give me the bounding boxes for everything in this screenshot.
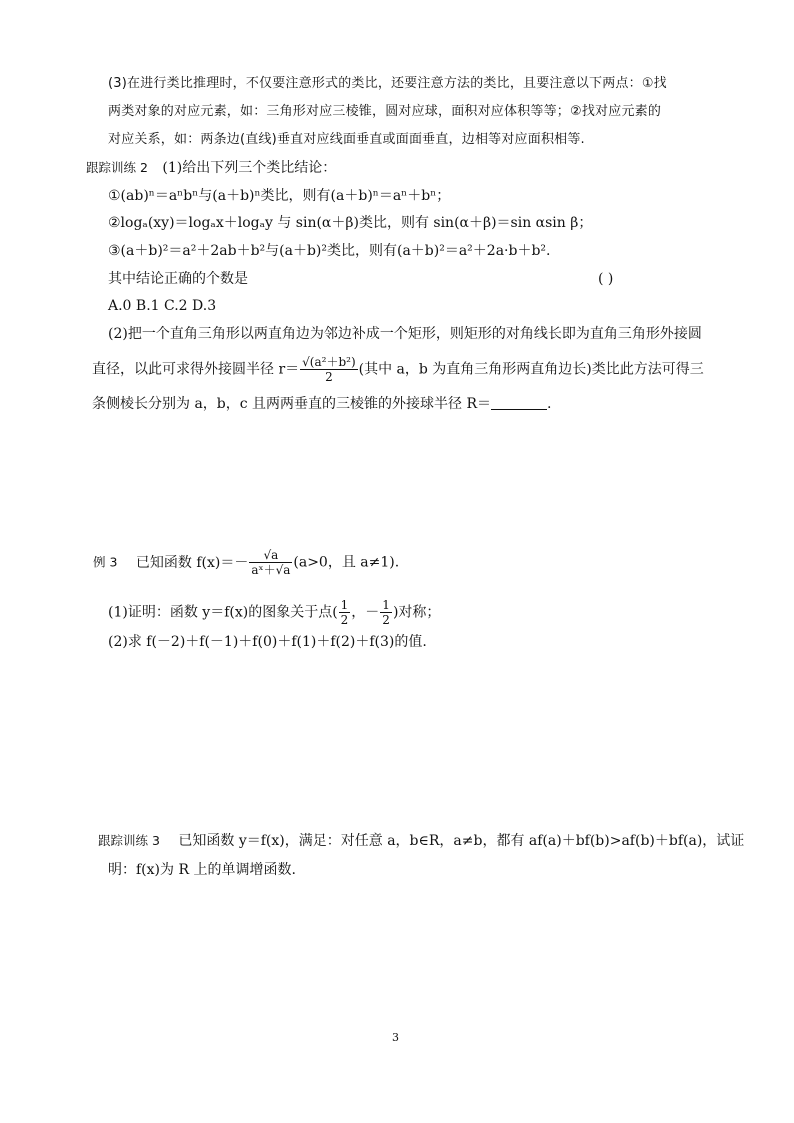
training2-header [86, 159, 336, 177]
radius-fraction-denominator: 2 [325, 370, 333, 384]
part1-mid: ，－ [351, 604, 380, 621]
intro-line-1: (3)在进行类比推理时，不仅要注意形式的类比，还要注意方法的类比，且要注意以下两点：①找 [108, 76, 667, 91]
example3-tag: 例 3 [93, 554, 118, 570]
function-fraction-denominator: aˣ＋√a [251, 563, 291, 577]
part2-text-b: (其中 a，b 为直角三角形两直角边长)类比此方法可得三 [358, 361, 704, 378]
point-y-fraction [380, 598, 392, 627]
training3-line-2: 明：f(x)为 R 上的单调增函数. [108, 862, 296, 878]
point-x-fraction [339, 598, 351, 627]
part1-text-b: )对称； [392, 604, 441, 621]
training2-part2-line-3 [92, 395, 552, 413]
example3-text-a: 已知函数 f(x)＝－ [135, 554, 249, 571]
answer-blank[interactable] [491, 395, 547, 410]
training2-item-3: ③(a＋b)²＝a²＋2ab＋b²与(a＋b)²类比，则有(a＋b)²＝a²＋2a·b＋b². [108, 243, 551, 259]
training2-question: 其中结论正确的个数是 [108, 271, 248, 287]
training3-line-1 [98, 832, 744, 850]
part1-text-a: (1)证明：函数 y＝f(x)的图象关于点( [108, 604, 338, 621]
training2-part2-line-2 [92, 355, 704, 384]
training2-tag: 跟踪训练 2 [86, 160, 148, 175]
training3-tag: 跟踪训练 3 [98, 833, 160, 848]
example3-header [93, 548, 399, 577]
example3-text-b: (a>0，且 a≠1). [293, 554, 400, 571]
function-fraction-numerator: √a [249, 548, 292, 563]
function-fraction [249, 548, 292, 577]
training2-prompt: (1)给出下列三个类比结论： [162, 160, 337, 176]
training2-options: A.0 B.1 C.2 D.3 [108, 298, 217, 314]
part2-end: . [547, 396, 552, 412]
intro-line-2: 两类对象的对应元素，如：三角形对应三棱锥，圆对应球，面积对应体积等等；②找对应元素的 [108, 104, 662, 119]
training2-item-2: ②logₐ(xy)＝logₐx＋logₐy 与 sin(α＋β)类比，则有 sin(α＋β)＝sin αsin β； [108, 215, 593, 231]
example3-part-2: (2)求 f(－2)＋f(－1)＋f(0)＋f(1)＋f(2)＋f(3)的值. [108, 634, 427, 650]
training3-text: 已知函数 y＝f(x)，满足：对任意 a，b∈R，a≠b，都有 af(a)＋bf(b)>af(b)＋bf(a)，试证 [178, 833, 745, 849]
page-number: 3 [392, 1031, 399, 1044]
answer-paren: ( ) [598, 271, 614, 287]
point-x-denominator: 2 [340, 613, 349, 627]
part2-line3-text: 条侧棱长分别为 a，b，c 且两两垂直的三棱锥的外接球半径 R＝ [92, 396, 492, 412]
example3-part-1 [108, 598, 440, 627]
point-y-numerator: 1 [382, 598, 390, 612]
radius-fraction-numerator: √(a²＋b²) [302, 355, 356, 369]
point-x-numerator: 1 [340, 598, 349, 612]
training2-item-1: ①(ab)ⁿ＝aⁿbⁿ与(a＋b)ⁿ类比，则有(a＋b)ⁿ＝aⁿ＋bⁿ； [108, 188, 451, 204]
point-y-denominator: 2 [382, 613, 390, 627]
training2-part2-line-1: (2)把一个直角三角形以两直角边为邻边补成一个矩形，则矩形的对角线长即为直角三角形外接圆 [108, 326, 702, 342]
radius-fraction [300, 355, 357, 384]
part2-text-a: 直径，以此可求得外接圆半径 r＝ [92, 361, 300, 378]
intro-line-3: 对应关系，如：两条边(直线)垂直对应线面垂直或面面垂直，边相等对应面积相等. [108, 132, 585, 147]
